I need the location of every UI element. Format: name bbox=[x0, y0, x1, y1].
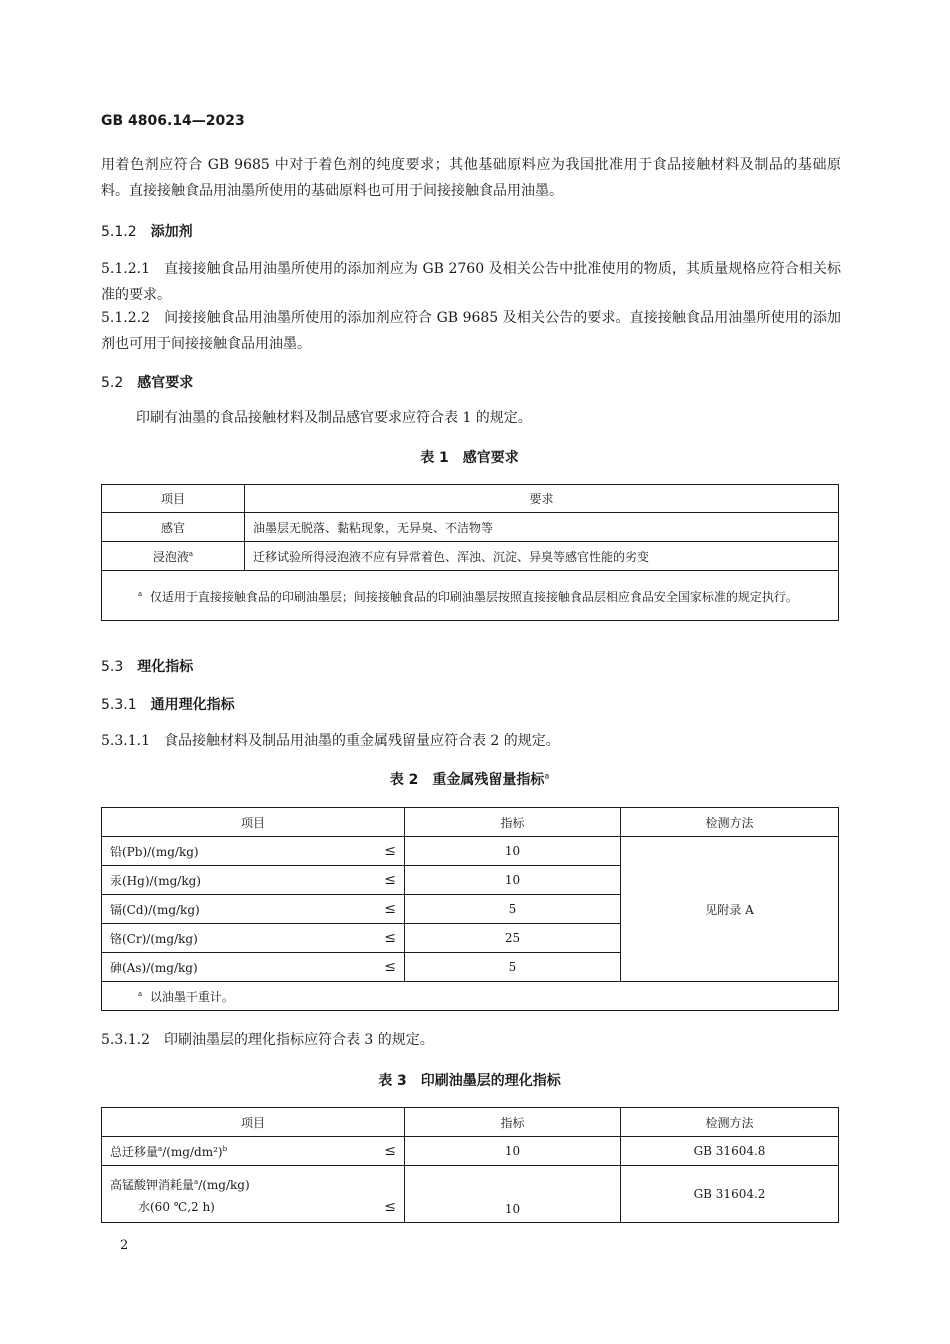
table-footnote: $^a$ 仅适用于直接接触食品的印刷油墨层；间接接触食品的印刷油墨层按照直接接触食品层相应食品安全国家标准的规定执行。 bbox=[102, 571, 839, 621]
section-title: 感官要求 bbox=[137, 375, 194, 391]
row-item: 高锰酸钾消耗量$^a$/(mg/kg) 水(60 ℃,2 h) ≤ bbox=[102, 1166, 405, 1223]
section-number: 5.3 bbox=[101, 659, 124, 675]
section-title: 添加剂 bbox=[150, 224, 193, 240]
test-method: GB 31604.8 bbox=[621, 1137, 839, 1166]
section-5-3 bbox=[101, 656, 193, 676]
paragraph-5-3-1-1: 5.3.1.1 食品接触材料及制品用油墨的重金属残留量应符合表 2 的规定。 bbox=[101, 733, 560, 749]
row-item: 砷(As)/(mg/kg) ≤ bbox=[102, 953, 405, 982]
column-header: 指标 bbox=[405, 808, 621, 837]
paragraph-5-1-2-2: 5.1.2.2 间接接触食品用油墨所使用的添加剂应符合 GB 9685 及相关公告的要求。直接接触食品用油墨所使用的添加剂也可用于间接接触食品用油墨。 bbox=[101, 310, 841, 352]
row-item: 总迁移量$^a/(mg/dm^2)^b$ ≤ bbox=[102, 1137, 405, 1166]
column-header: 项目 bbox=[102, 485, 245, 513]
test-method: 见附录 A bbox=[621, 837, 839, 982]
row-requirement: 迁移试验所得浸泡液不应有异常着色、浑浊、沉淀、异臭等感官性能的劣变 bbox=[245, 542, 839, 571]
column-header: 检测方法 bbox=[621, 808, 839, 837]
paragraph-5-3-1-2: 5.3.1.2 印刷油墨层的理化指标应符合表 3 的规定。 bbox=[101, 1032, 434, 1048]
table-row bbox=[102, 1137, 839, 1166]
section-5-2 bbox=[101, 372, 193, 392]
row-value: 10 bbox=[405, 1137, 621, 1166]
table-heavy-metals bbox=[101, 807, 839, 1011]
row-item: 感官 bbox=[102, 513, 245, 542]
section-number: 5.3.1 bbox=[101, 697, 137, 713]
row-requirement: 油墨层无脱落、黏粘现象，无异臭、不洁物等 bbox=[245, 513, 839, 542]
column-header: 检测方法 bbox=[621, 1108, 839, 1137]
standard-header: GB 4806.14—2023 bbox=[101, 113, 245, 129]
paragraph-5-1-2-1: 5.1.2.1 直接接触食品用油墨所使用的添加剂应为 GB 2760 及相关公告中批准使用的物质，其质量规格应符合相关标准的要求。 bbox=[101, 261, 841, 303]
section-title: 通用理化指标 bbox=[150, 697, 235, 713]
column-header: 项目 bbox=[102, 1108, 405, 1137]
row-value: 10 bbox=[405, 1166, 621, 1223]
column-header: 指标 bbox=[405, 1108, 621, 1137]
table1-caption: 表 1 感官要求 bbox=[420, 450, 519, 466]
row-value: 10 bbox=[405, 866, 621, 895]
table-footnote-row bbox=[102, 982, 839, 1011]
row-value: 25 bbox=[405, 924, 621, 953]
page-number: 2 bbox=[120, 1238, 129, 1253]
row-item: 铬(Cr)/(mg/kg) ≤ bbox=[102, 924, 405, 953]
row-item: 铅(Pb)/(mg/kg) ≤ bbox=[102, 837, 405, 866]
table-row bbox=[102, 542, 839, 571]
table2-caption: 表 2 重金属残留量指标$^a$ bbox=[389, 771, 550, 788]
section-5-3-1 bbox=[101, 694, 235, 714]
section-number: 5.2 bbox=[101, 375, 124, 391]
row-item: 汞(Hg)/(mg/kg) ≤ bbox=[102, 866, 405, 895]
table-sensory bbox=[101, 484, 839, 621]
table-row bbox=[102, 837, 839, 866]
table-footnote-row bbox=[102, 571, 839, 621]
section-title: 理化指标 bbox=[137, 659, 194, 675]
table-row bbox=[102, 513, 839, 542]
column-header: 要求 bbox=[245, 485, 839, 513]
row-value: 5 bbox=[405, 953, 621, 982]
row-item: 浸泡液$^a$ bbox=[102, 542, 245, 571]
intro-paragraph: 用着色剂应符合 GB 9685 中对于着色剂的纯度要求；其他基础原料应为我国批准用于食品接触材料及制品的基础原料。直接接触食品用油墨所使用的基础原料也可用于间接接触食品用油墨。 bbox=[101, 157, 841, 199]
table3-caption: 表 3 印刷油墨层的理化指标 bbox=[378, 1073, 561, 1089]
table-ink-layer bbox=[101, 1107, 839, 1223]
row-item: 镉(Cd)/(mg/kg) ≤ bbox=[102, 895, 405, 924]
row-value: 5 bbox=[405, 895, 621, 924]
table-footnote: $^a$ 以油墨干重计。 bbox=[102, 982, 839, 1011]
row-value: 10 bbox=[405, 837, 621, 866]
paragraph-5-2: 印刷有油墨的食品接触材料及制品感官要求应符合表 1 的规定。 bbox=[136, 410, 532, 426]
test-method: GB 31604.2 bbox=[621, 1166, 839, 1223]
section-5-1-2 bbox=[101, 221, 193, 241]
section-number: 5.1.2 bbox=[101, 224, 137, 240]
column-header: 项目 bbox=[102, 808, 405, 837]
table-row bbox=[102, 1166, 839, 1223]
